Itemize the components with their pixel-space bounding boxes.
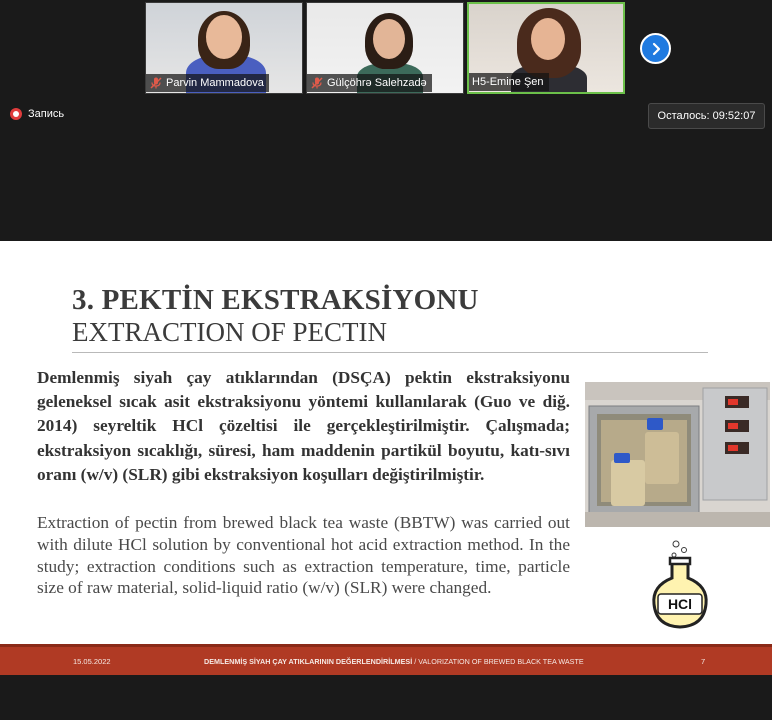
participant-tile[interactable] xyxy=(145,2,303,94)
footer-title-tr: DEMLENMİŞ SİYAH ÇAY ATIKLARININ DEĞERLENDİRİLMESİ xyxy=(204,656,413,666)
english-paragraph: Extraction of pectin from brewed black tea waste (BBTW) was carried out with dilute HCl solution by conventional hot acid extraction method. In the study; extraction conditions such as extraction temperature, time, particle size of raw material, solid-liquid ratio (w/v) (SLR) were changed. xyxy=(37,513,570,598)
mic-muted-icon xyxy=(149,76,163,90)
participant-tile-active-speaker[interactable] xyxy=(467,2,625,94)
participant-tile[interactable] xyxy=(306,2,464,94)
time-remaining: Осталось: 09:52:07 xyxy=(648,103,765,129)
participant-nameplate xyxy=(146,74,269,92)
participant-name: Gülçöhrə Salehzadə xyxy=(327,77,427,89)
slide-footer xyxy=(0,644,772,675)
shared-screen-slide xyxy=(0,241,772,675)
footer-page-number: 7 xyxy=(701,656,706,666)
participant-nameplate xyxy=(307,74,432,92)
participant-name: Parvin Mammadova xyxy=(166,77,264,89)
slide-title: 3. PEKTİN EKSTRAKSİYONU xyxy=(72,284,479,316)
record-icon xyxy=(10,108,22,120)
water-bath-photo xyxy=(585,382,770,527)
footer-date: 15.05.2022 xyxy=(73,656,111,666)
recording-indicator[interactable] xyxy=(10,108,64,120)
turkish-paragraph: Demlenmiş siyah çay atıklarından (DSÇA) pektin ekstraksiyonu geleneksel sıcak asit ekstraksiyonu yöntemi kullanılarak (Guo ve diğ. 2014) seyreltik HCl çözeltisi ile gerçekleştirilmiştir. Çalışmada; ekstraksiyon sıcaklığı, süresi, ham maddenin partikül boyutu, katı-sıvı oranı (w/v) (SLR) gibi ekstraksiyon koşulları değiştirilmiştir. xyxy=(37,368,570,484)
title-divider xyxy=(72,352,708,353)
chevron-right-icon xyxy=(649,42,663,56)
participant-nameplate xyxy=(469,73,549,91)
footer-title xyxy=(204,657,584,666)
slide-subtitle: EXTRACTION OF PECTIN xyxy=(72,317,387,347)
next-participants-button[interactable] xyxy=(640,33,671,64)
mic-muted-icon xyxy=(310,76,324,90)
participant-name: H5-Emine Şen xyxy=(472,76,544,88)
footer-title-en: / VALORIZATION OF BREWED BLACK TEA WASTE xyxy=(412,656,584,666)
hcl-flask-icon xyxy=(648,538,712,630)
flask-label: HCl xyxy=(667,596,693,612)
recording-label: Запись xyxy=(28,108,65,120)
